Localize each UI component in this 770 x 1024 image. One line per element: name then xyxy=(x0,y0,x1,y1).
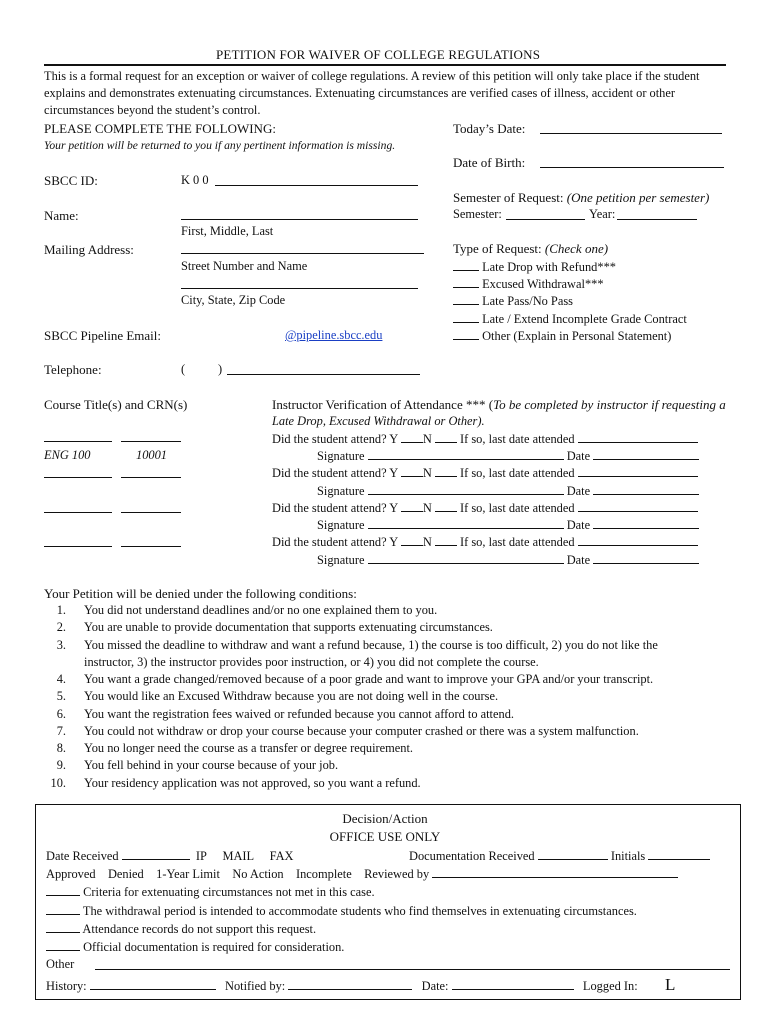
year-label: Year: xyxy=(589,207,616,221)
condition-item: 1. You did not understand deadlines and/or no one explained them to you. xyxy=(56,603,438,617)
telephone-field[interactable] xyxy=(227,374,420,375)
request-type-option[interactable]: Other (Explain in Personal Statement) xyxy=(453,328,671,344)
reason-option[interactable]: The withdrawal period is intended to accommodate students who find themselves in extenuating circumstances. xyxy=(46,903,637,919)
intro-line-1: This is a formal request for an exception or waiver of college regulations. A review of this petition will only take place if the student xyxy=(44,69,700,83)
incomplete-option: Incomplete xyxy=(295,867,352,881)
condition-item: 3. You missed the deadline to withdraw and want a refund because, 1) the course is too difficult, 2) you do not like the xyxy=(56,638,658,652)
returned-note: Your petition will be returned to you if any pertinent information is missing. xyxy=(44,139,396,152)
request-type-option[interactable]: Excused Withdrawal*** xyxy=(453,276,604,292)
request-type-option[interactable]: Late Drop with Refund*** xyxy=(453,259,616,275)
type-note: (Check one) xyxy=(544,241,609,256)
street-hint: Street Number and Name xyxy=(181,259,308,273)
crn-value: 10001 xyxy=(136,448,167,462)
signature-row[interactable]: Signature Date xyxy=(317,448,699,464)
attendance-question[interactable]: Did the student attend? Y N If so, last date attended xyxy=(272,534,698,550)
semester-field[interactable] xyxy=(506,219,585,220)
please-complete-heading: PLEASE COMPLETE THE FOLLOWING: xyxy=(44,121,276,136)
condition-item: 2. You are unable to provide documentation that supports extenuating circumstances. xyxy=(56,620,493,634)
decision-options[interactable] xyxy=(46,866,678,882)
logged-in-mark: L xyxy=(665,975,676,994)
condition-item: 7. You could not withdraw or drop your course because your computer crashed or there was a system malfunction. xyxy=(56,724,639,738)
city-field[interactable] xyxy=(181,288,418,289)
attendance-question[interactable]: Did the student attend? Y N If so, last date attended xyxy=(272,465,698,481)
fax-option: FAX xyxy=(269,849,294,863)
city-hint: City, State, Zip Code xyxy=(181,293,286,307)
denied-heading: Your Petition will be denied under the following conditions: xyxy=(44,586,357,601)
course-title-field[interactable] xyxy=(44,441,112,442)
name-label: Name: xyxy=(44,208,79,223)
todays-date-label: Today’s Date: xyxy=(453,121,526,136)
signature-row[interactable]: Signature Date xyxy=(317,483,699,499)
dob-field[interactable] xyxy=(540,167,724,168)
ip-option: IP xyxy=(195,849,207,863)
condition-item: 6. You want the registration fees waived or refunded because you cannot afford to attend. xyxy=(56,707,514,721)
request-type-option[interactable]: Late Pass/No Pass xyxy=(453,293,573,309)
no-action-option: No Action xyxy=(232,867,284,881)
year-field[interactable] xyxy=(617,219,697,220)
name-field[interactable] xyxy=(181,219,418,220)
name-hint: First, Middle, Last xyxy=(181,224,274,238)
todays-date-field[interactable] xyxy=(540,133,722,134)
crn-field[interactable] xyxy=(121,546,181,547)
intro-line-2: explains and demonstrates extenuating circumstances. Extenuating circumstances are verified cases of illness, accident or other xyxy=(44,86,675,100)
other-field[interactable] xyxy=(95,969,730,970)
decision-heading: Decision/Action xyxy=(342,811,428,826)
attendance-question[interactable]: Did the student attend? Y N If so, last date attended xyxy=(272,500,698,516)
reason-option[interactable]: Criteria for extenuating circumstances not met in this case. xyxy=(46,884,375,900)
pipeline-email-field[interactable] xyxy=(181,328,382,343)
intro-line-3: circumstances beyond the student’s control. xyxy=(44,103,261,117)
approved-option: Approved xyxy=(46,867,96,881)
mailing-address-label: Mailing Address: xyxy=(44,242,134,257)
street-field[interactable] xyxy=(181,253,424,254)
course-title-field[interactable] xyxy=(44,546,112,547)
history-row[interactable]: History: Notified by: Date: Logged In: xyxy=(46,979,638,993)
pipeline-domain: @pipeline.sbcc.edu xyxy=(285,328,383,342)
sbcc-id-prefix: K 0 0 xyxy=(181,173,209,187)
instructor-note: Late Drop, Excused Withdrawal or Other). xyxy=(272,414,485,428)
attendance-question[interactable]: Did the student attend? Y N If so, last date attended xyxy=(272,431,698,447)
condition-item: 8. You no longer need the course as a transfer or degree requirement. xyxy=(56,741,414,755)
course-title-label: Course Title(s) and CRN(s) xyxy=(44,397,188,412)
sbcc-id-label: SBCC ID: xyxy=(44,173,98,188)
reviewed-by-label: Reviewed by xyxy=(364,867,430,881)
page-title: PETITION FOR WAIVER OF COLLEGE REGULATIONS xyxy=(216,47,541,62)
reason-option[interactable]: Official documentation is required for consideration. xyxy=(46,939,344,955)
title-divider xyxy=(44,64,726,66)
condition-item: 10. Your residency application was not approved, so you want a refund. xyxy=(50,776,421,790)
crn-field[interactable] xyxy=(121,512,181,513)
type-of-request-label: Type of Request: (Check one) xyxy=(453,241,609,256)
signature-row[interactable]: Signature Date xyxy=(317,517,699,533)
documentation-received-row[interactable]: Documentation Received Initials xyxy=(409,848,710,864)
reason-option[interactable]: Attendance records do not support this request. xyxy=(46,921,316,937)
telephone-open-paren: ( xyxy=(181,362,186,376)
instructor-verification-label: Instructor Verification of Attendance *** (To be completed by instructor if requesting a xyxy=(272,397,726,412)
pipeline-email-label: SBCC Pipeline Email: xyxy=(44,328,162,343)
semester-request-note: (One petition per semester) xyxy=(566,190,710,205)
year-limit-option: 1-Year Limit xyxy=(156,867,220,881)
condition-item: 4. You want a grade changed/removed because of a poor grade and want to improve your GPA and/or your transcript. xyxy=(56,672,654,686)
office-use-heading: OFFICE USE ONLY xyxy=(329,829,441,844)
course-title-value: ENG 100 xyxy=(44,448,91,462)
crn-field[interactable] xyxy=(121,477,181,478)
course-title-field[interactable] xyxy=(44,477,112,478)
other-label: Other xyxy=(46,957,75,971)
dob-label: Date of Birth: xyxy=(453,155,526,170)
condition-item: 9. You fell behind in your course because of your job. xyxy=(56,758,339,772)
sbcc-id-field[interactable] xyxy=(215,185,418,186)
mail-option: MAIL xyxy=(222,849,255,863)
denied-option: Denied xyxy=(107,867,144,881)
signature-row[interactable]: Signature Date xyxy=(317,552,699,568)
date-received-row[interactable]: Date Received IP MAIL FAX xyxy=(46,849,294,863)
telephone-close-paren: ) xyxy=(218,362,223,376)
course-title-field[interactable] xyxy=(44,512,112,513)
semester-label: Semester: xyxy=(453,207,502,221)
request-type-option[interactable]: Late / Extend Incomplete Grade Contract xyxy=(453,311,687,327)
telephone-label: Telephone: xyxy=(44,362,102,377)
semester-request-label: Semester of Request: (One petition per semester) xyxy=(453,190,710,205)
condition-item: instructor, 3) the instructor provides poor instruction, or 4) you did not complete the course. xyxy=(84,655,539,669)
condition-item: 5. You would like an Excused Withdraw because you are not doing well in the course. xyxy=(56,689,499,703)
crn-field[interactable] xyxy=(121,441,181,442)
